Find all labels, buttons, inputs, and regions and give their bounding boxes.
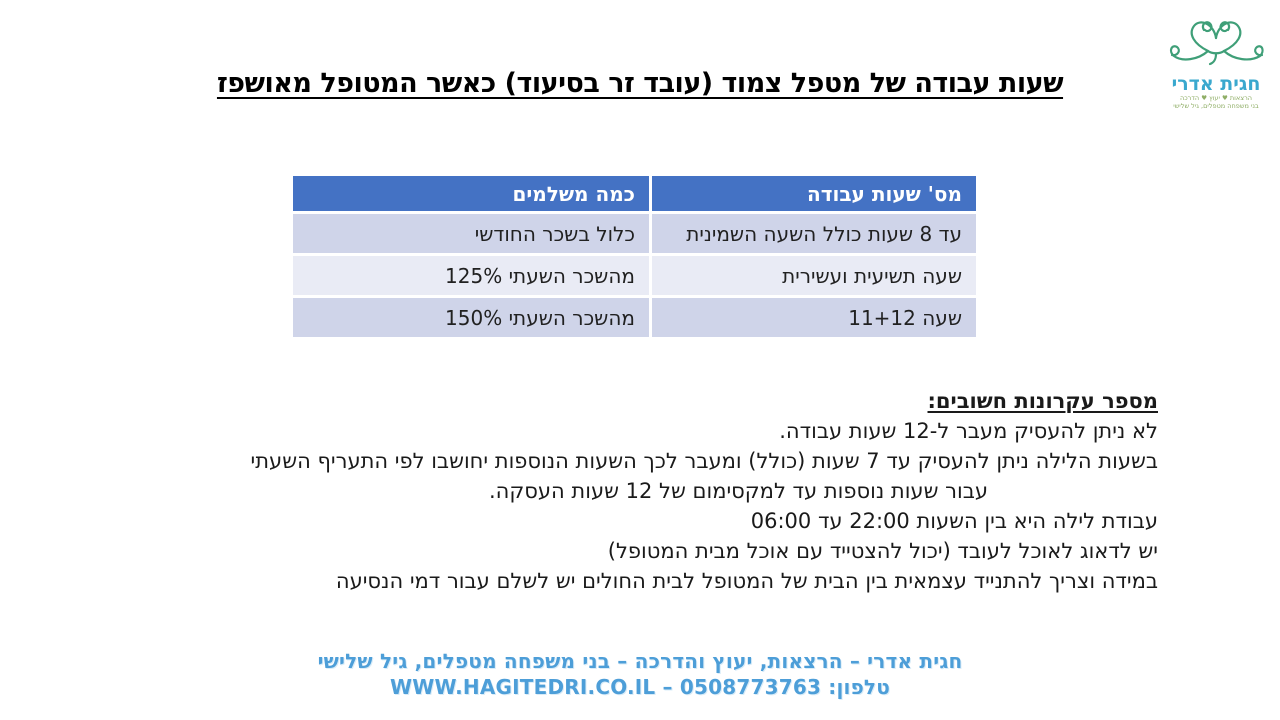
- column-header-hours: מס' שעות עבודה: [652, 176, 976, 211]
- table-row: [293, 298, 976, 337]
- table-row: [293, 256, 976, 295]
- principle-line: יש לדאוג לאוכל לעובד (יכול להצטייד עם אוכל מבית המטופל): [607, 539, 1158, 563]
- principles-section: [108, 386, 1158, 596]
- table-row: [293, 214, 976, 253]
- logo-tagline-1: הרצאות ♥ יעוץ ♥ הדרכה: [1179, 94, 1253, 102]
- footer-line-1: חגית אדרי – הרצאות, יעוץ והדרכה – בני משפחה מטפלים, גיל שלישי: [317, 649, 963, 673]
- principle-line: עבור שעות נוספות עד למקסימום של 12 שעות העסקה.: [488, 479, 988, 503]
- pay-cell: 150% מהשכר השעתי: [293, 298, 649, 337]
- footer: [0, 648, 1280, 700]
- principle-line: במידה וצריך להתנייד עצמאית בין הבית של המטופל לבית החולים יש לשלם עבור דמי הנסיעה: [335, 569, 1158, 593]
- work-hours-table: [290, 173, 979, 340]
- logo-tagline-2: בני משפחה מטפלים, גיל שלישי: [1173, 102, 1259, 110]
- footer-line-2: טלפון: 0508773763 – WWW.HAGITEDRI.CO.IL: [389, 675, 891, 699]
- hours-cell: עד 8 שעות כולל השעה השמינית: [652, 214, 976, 253]
- page-title: שעות עבודה של מטפל צמוד (עובד זר בסיעוד) כאשר המטופל מאושפז: [216, 68, 1064, 99]
- logo-name: חגית אדרי: [1171, 73, 1261, 95]
- heart-swirl-icon: [1160, 4, 1272, 76]
- principles-heading: מספר עקרונות חשובים:: [927, 389, 1158, 413]
- hours-cell: שעה תשיעית ועשירית: [652, 256, 976, 295]
- hagit-edri-logo: [1160, 4, 1272, 110]
- pay-cell: כלול בשכר החודשי: [293, 214, 649, 253]
- table-header-row: [293, 176, 976, 211]
- principle-line: בשעות הלילה ניתן להעסיק עד 7 שעות (כולל) ומעבר לכך השעות הנוספות יחושבו לפי התעריף השעתי: [250, 449, 1158, 473]
- principle-line: עבודת לילה היא בין השעות 22:00 עד 06:00: [750, 509, 1158, 533]
- pay-cell: 125% מהשכר השעתי: [293, 256, 649, 295]
- hours-cell: שעה 11+12: [652, 298, 976, 337]
- column-header-pay: כמה משלמים: [293, 176, 649, 211]
- principle-line: לא ניתן להעסיק מעבר ל-12 שעות עבודה.: [779, 419, 1158, 443]
